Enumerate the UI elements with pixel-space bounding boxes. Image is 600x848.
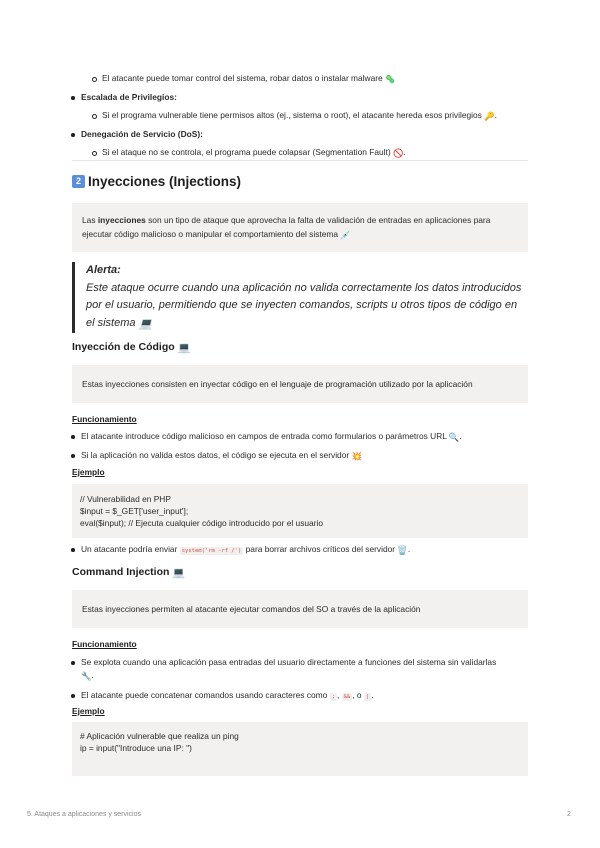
command-injection-example-label: Ejemplo [72,706,105,716]
python-code-block [72,722,528,776]
list-item: El atacante introduce código malicioso en campos de entrada como formularios o parámetros URL 🔍. [81,430,528,444]
explosion-icon: 💥 [351,451,362,461]
footer-title: 5. Ataques a aplicaciones y servicios [27,811,142,818]
laptop-icon: 💻 [138,317,153,330]
list-item: El atacante puede tomar control del sistema, robar datos o instalar malware 🦠 [102,72,528,86]
key-icon: 🔑 [484,111,495,121]
list-item: Si el programa vulnerable tiene permisos altos (ej., sistema o root), el atacante hereda esos privilegios 🔑. [102,109,528,123]
microbe-icon: 🦠 [385,74,396,84]
command-injection-callout: Estas inyecciones permiten al atacante ejecutar comandos del SO a través de la aplicación [72,590,528,628]
alert-text: Este ataque ocurre cuando una aplicación no valida correctamente los datos introducidos por el usuario, permitiendo que se inyecten comandos, scripts u otros tipos de código en el sistema [86,281,522,329]
code-line: $input = $_GET['user_input']; [80,506,189,516]
code-injection-example-label: Ejemplo [72,467,105,477]
magnifier-icon: 🔍 [448,432,460,442]
code-injection-func-list [72,430,528,463]
consequences-list [72,72,528,160]
laptop-icon: 💻 [177,342,191,354]
php-code-block [72,484,528,538]
desktop-icon: 💻 [172,567,186,579]
code-line: // Vulnerabilidad en PHP [80,494,171,504]
inline-code: && [343,694,351,700]
attack-example-list [72,543,528,558]
syringe-icon: 💉 [340,230,351,240]
list-item [81,91,528,104]
list-item: Un atacante podría enviar system('rm -rf /') para borrar archivos críticos del servidor 🗑️. [81,543,528,558]
inline-code: ; [331,694,335,700]
code-line: # Aplicación vulnerable que realiza un ping [80,731,239,741]
list-item: Si la aplicación no valida estos datos, el código se ejecuta en el servidor 💥 [81,449,528,463]
list-item: Si el ataque no se controla, el programa puede colapsar (Segmentation Fault) 🚫. [102,146,528,160]
keycap-number-icon: 2 [72,175,85,188]
command-injection-title: Command Injection 💻 [72,566,186,579]
section-title: 2 Inyecciones (Injections) [72,174,241,189]
command-injection-func-label: Funcionamiento [72,639,137,649]
dos-label: Denegación de Servicio (DoS): [81,129,203,139]
list-item [81,128,528,141]
code-injection-callout: Estas inyecciones consisten en inyectar código en el lenguaje de programación utilizado por la aplicación [72,365,528,403]
alert-quote [72,262,528,333]
no-entry-icon: 🚫 [392,148,404,158]
list-item: El atacante puede concatenar comandos usando caracteres como ; , && , o | . [81,689,528,704]
command-injection-func-list [72,656,528,704]
code-line: eval($input); // Ejecuta cualquier código introducido por el usuario [80,518,324,528]
code-injection-title: Inyección de Código 💻 [72,341,191,354]
inline-code: system('rm -rf /') [181,548,242,554]
privilege-escalation-label: Escalada de Privilegios: [81,92,177,102]
section-divider [72,160,528,161]
code-injection-func-label: Funcionamiento [72,414,137,424]
wastebasket-icon: 🗑️ [397,545,408,555]
inline-code: | [365,694,370,700]
wrench-icon: 🔧 [81,671,92,681]
code-line: ip = input("Introduce una IP: ") [80,743,192,753]
injections-intro-callout: Las inyecciones son un tipo de ataque que aprovecha la falta de validación de entradas en aplicaciones para ejecutar código malicioso o manipular el comportamiento del sistema 💉 [72,203,528,252]
alert-title: Alerta: [86,264,121,276]
list-item: Se explota cuando una aplicación pasa entradas del usuario directamente a funciones del sistema sin validarlas 🔧. [81,656,528,683]
page-number: 2 [567,811,571,818]
